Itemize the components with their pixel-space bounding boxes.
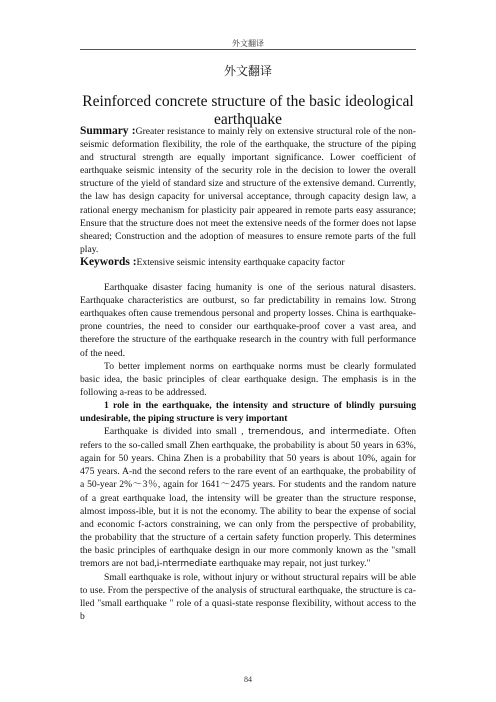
paragraph-norms: To better implement norms on earthquake norms must be clearly formulated basic idea, the basic principles of clear earthquake design. The emphasis is in the following a-reas to be addressed. [80,360,416,398]
article-body [80,125,416,623]
paragraph-intro: Earthquake disaster facing humanity is one of the serious natural disasters. Earthquake characteristics are outburst, so far predictability in remains low. Strong earthquakes often cause tremendous personal and property losses. China is earthquake-prone countries, the need to consider our earthquake-proof cover a vast area, and therefore the structure of the earthquake research in the country with full performance of the need. [80,282,416,359]
text-run: ntermediate [162,559,217,569]
section-heading: 1 role in the earthquake, the intensity and structure of blindly pursuing undesirable, the piping structure is very important [80,399,416,424]
page-number: 84 [244,675,252,684]
summary-text: Greater resistance to mainly rely on extensive structural role of the non-seismic deformation flexibility, the role of the earthquake, the structure of the piping and structural strength are equally important significance. Lower coefficient of earthquake seismic intensity of the security role in the decision to lower the overall structure of the yield of standard size and structure of the extensive demand. Currently, the law has design capacity for universal acceptance, through capacity design law, a rational energy mechanism for plasticity pair appeared in remote parts easy assurance; Ensure that the structure does not meet the extensive needs of the former does not lapse sheared; Construction and the adoption of measures to ensure remote parts of the full play. [80,126,416,255]
paragraph-earthquake-levels [80,425,416,571]
text-run: earthquake may repair, not just turkey." [219,558,371,569]
text-run: Often refers to the so-called small Zhen earthquake, the probability is about 50 years in 63%, again for 50 years. China Zhen is a probability that 50 years is about 10%, again for 475 years. A-nd the second refers to the rare event of an earthquake, the probability of a 50-year [80,426,417,491]
text-run: 2%～3％, again for 1641～2475 years. For students and the random nature of a great earthquake load, the intensity will be greater than the structure response, almost imposs-ible, but it is not the economy. The ability to bear the expense of social and economic f-actors constraining, we can only from the perspective of probability, the probability that the structure of a certain safety function properly. This determines the basic principles of earthquake design in our more commonly known as the "small tremors are not bad,i- [80,479,416,569]
keywords-text: Extensive seismic intensity earthquake capacity factor [136,256,345,268]
header-rule [80,49,416,50]
keywords-paragraph [80,256,416,269]
text-run: Earthquake is divided into small , [104,426,244,438]
paragraph-small-earthquake: Small earthquake is role, without injury or without structural repairs will be able to use. From the perspective of the analysis of structural earthquake, the structure is ca-lled "small earthquake " role of a quasi-state response flexibility, without access to the b [80,572,416,623]
summary-label: Summary : [80,125,136,137]
running-header: 外文翻译 [232,39,264,48]
keywords-label: Keywords : [80,255,137,268]
text-run: tremendous, and intermediate. [248,427,390,438]
document-title: 外文翻译 [223,64,272,78]
summary-paragraph [80,125,416,256]
article-title: Reinforced concrete structure of the basic ideological earthquake [82,93,414,128]
spacer [80,269,416,281]
